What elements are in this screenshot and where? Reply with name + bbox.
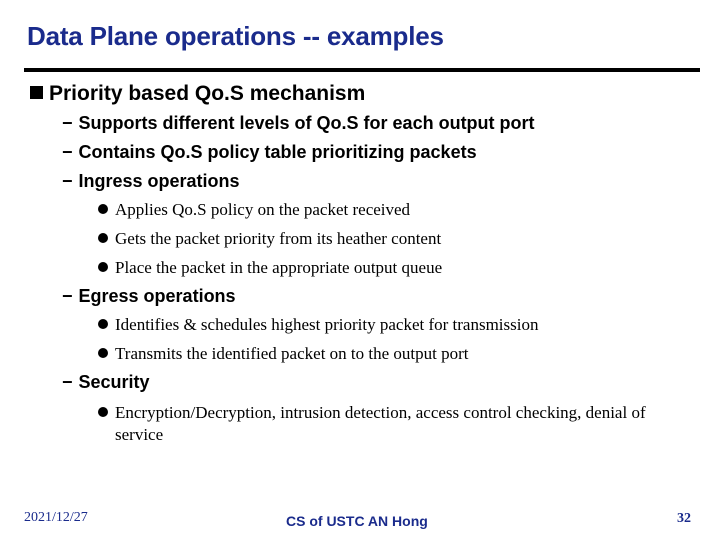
dash-bullet-icon: − bbox=[62, 171, 73, 191]
page-number: 32 bbox=[677, 511, 691, 526]
bullet-text: Place the packet in the appropriate output queue bbox=[115, 258, 443, 277]
round-bullet-icon bbox=[98, 204, 108, 214]
bullet-text: Transmits the identified packet on to the output port bbox=[115, 344, 469, 363]
footer-author: CS of USTC AN Hong bbox=[286, 513, 428, 529]
bullet-text: Encryption/Decryption, intrusion detection, access control checking, denial of service bbox=[115, 403, 646, 444]
dash-bullet-icon: − bbox=[62, 372, 73, 392]
bullet-level3 bbox=[98, 402, 698, 446]
title-divider bbox=[24, 68, 700, 72]
bullet-text: Egress operations bbox=[78, 286, 236, 306]
bullet-level3 bbox=[98, 344, 469, 364]
bullet-text: Gets the packet priority from its heather content bbox=[115, 229, 442, 248]
bullet-level2 bbox=[62, 113, 535, 134]
bullet-text: Security bbox=[78, 372, 150, 392]
bullet-level2 bbox=[62, 372, 150, 393]
bullet-text: Contains Qo.S policy table prioritizing packets bbox=[78, 142, 477, 162]
dash-bullet-icon: − bbox=[62, 113, 73, 133]
round-bullet-icon bbox=[98, 407, 108, 417]
bullet-level2 bbox=[62, 142, 477, 163]
bullet-text: Identifies & schedules highest priority packet for transmission bbox=[115, 315, 539, 334]
bullet-level2 bbox=[62, 171, 240, 192]
square-bullet-icon bbox=[30, 86, 43, 99]
bullet-text: Supports different levels of Qo.S for each output port bbox=[78, 113, 535, 133]
round-bullet-icon bbox=[98, 319, 108, 329]
bullet-level2 bbox=[62, 286, 236, 307]
bullet-text: Priority based Qo.S mechanism bbox=[49, 82, 366, 105]
bullet-text: Applies Qo.S policy on the packet received bbox=[115, 200, 411, 219]
bullet-level3 bbox=[98, 200, 410, 220]
dash-bullet-icon: − bbox=[62, 142, 73, 162]
round-bullet-icon bbox=[98, 348, 108, 358]
bullet-level3 bbox=[98, 229, 441, 249]
dash-bullet-icon: − bbox=[62, 286, 73, 306]
bullet-level3 bbox=[98, 315, 539, 335]
round-bullet-icon bbox=[98, 233, 108, 243]
bullet-level3 bbox=[98, 258, 442, 278]
footer-date: 2021/12/27 bbox=[24, 510, 88, 525]
bullet-text: Ingress operations bbox=[78, 171, 240, 191]
slide-title: Data Plane operations -- examples bbox=[27, 21, 444, 51]
bullet-level1 bbox=[30, 82, 365, 106]
round-bullet-icon bbox=[98, 262, 108, 272]
